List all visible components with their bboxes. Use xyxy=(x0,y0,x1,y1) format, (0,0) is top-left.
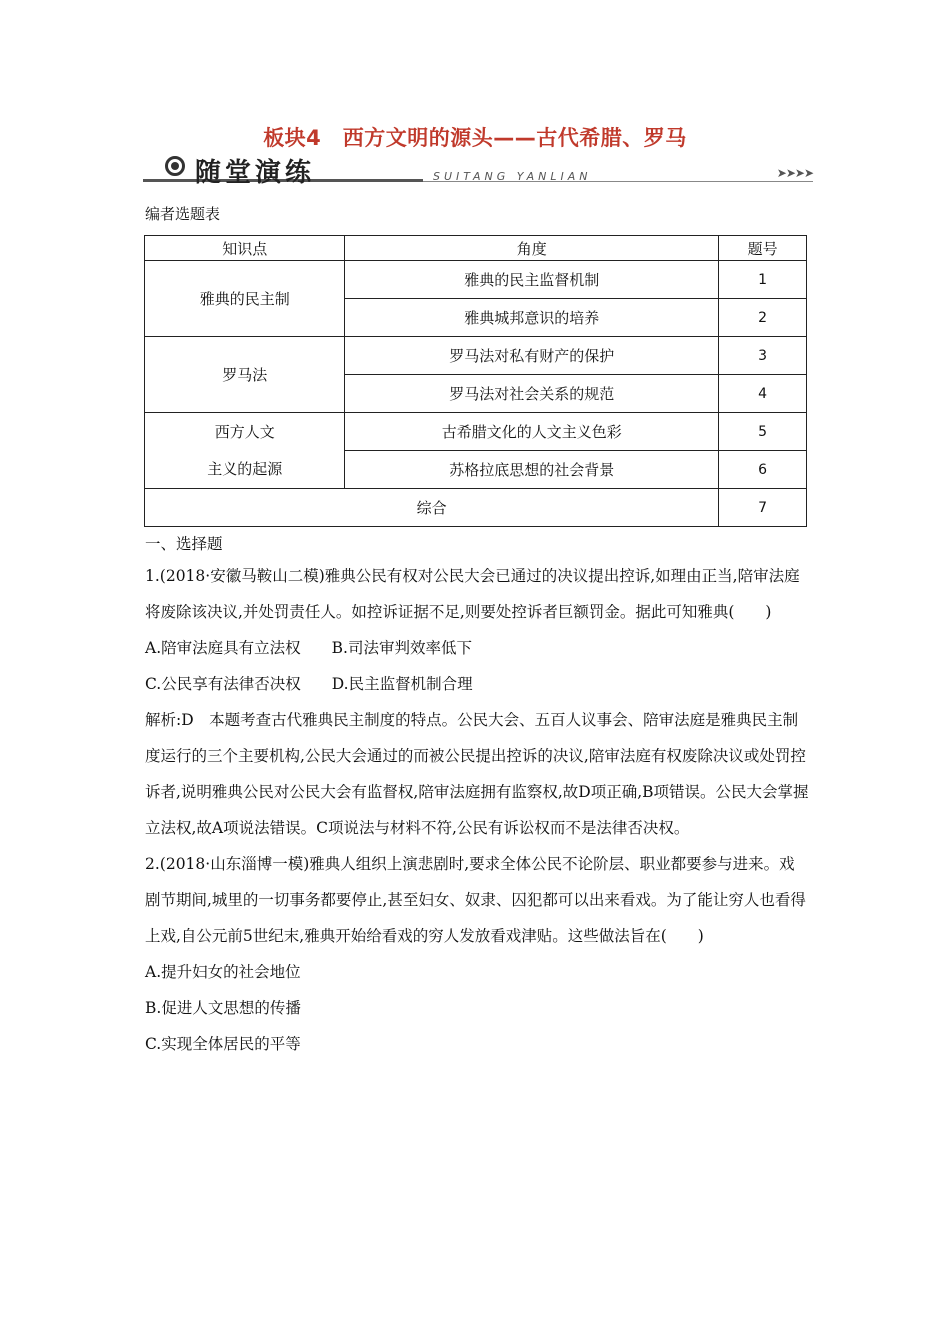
number-cell: 3 xyxy=(719,337,807,375)
number-cell: 1 xyxy=(719,261,807,299)
number-cell: 6 xyxy=(719,451,807,489)
target-icon xyxy=(165,156,185,176)
option-row xyxy=(145,666,810,702)
section-heading: 一、选择题 xyxy=(145,535,223,553)
option-a: A.陪审法庭具有立法权 xyxy=(145,639,301,657)
option-b: B.司法审判效率低下 xyxy=(331,639,472,657)
topic-cell xyxy=(145,413,345,489)
banner-title: 随堂演练 xyxy=(195,158,316,188)
number-cell: 5 xyxy=(719,413,807,451)
angle-cell: 罗马法对私有财产的保护 xyxy=(345,337,719,375)
option-a: A.提升妇女的社会地位 xyxy=(145,963,301,981)
header-angle: 角度 xyxy=(345,236,719,261)
topic-line: 西方人文 xyxy=(214,422,275,441)
option-c: C.公民享有法律否决权 xyxy=(145,675,301,693)
question-stem: 1.(2018·安徽马鞍山二模)雅典公民有权对公民大会已通过的决议提出控诉,如理由正当,陪审法庭将废除该决议,并处罚责任人。如控诉证据不足,则要处控诉者巨额罚金。据此可知雅典( ) xyxy=(145,567,800,621)
topic-cell: 罗马法 xyxy=(145,337,345,413)
number-cell: 7 xyxy=(719,489,807,527)
angle-cell: 罗马法对社会关系的规范 xyxy=(345,375,719,413)
table-row xyxy=(145,337,807,375)
table-label: 编者选题表 xyxy=(145,205,221,223)
analysis-text: 解析:D 本题考查古代雅典民主制度的特点。公民大会、五百人议事会、陪审法庭是雅典民主制度运行的三个主要机构,公民大会通过的而被公民提出控诉的决议,陪审法庭有权废除决议或处罚控诉者,说明雅典公民对公民大会有监督权,陪审法庭拥有监察权,故D项正确,B项错误。公民大会掌握立法权,故A项说法错误。C项说法与材料不符,公民有诉讼权而不是法律否决权。 xyxy=(145,711,809,837)
number-cell: 2 xyxy=(719,299,807,337)
question-content xyxy=(145,530,810,1062)
topic-table xyxy=(144,235,807,527)
angle-cell: 苏格拉底思想的社会背景 xyxy=(345,451,719,489)
header-topic: 知识点 xyxy=(145,236,345,261)
angle-cell: 雅典的民主监督机制 xyxy=(345,261,719,299)
option-b: B.促进人文思想的传播 xyxy=(145,999,301,1017)
page-title: 板块4 西方文明的源头——古代希腊、罗马 xyxy=(263,126,687,150)
arrows-icon: ➤➤➤➤ xyxy=(776,166,813,180)
table-row xyxy=(145,413,807,451)
table-header-row xyxy=(145,236,807,261)
option-row xyxy=(145,630,810,666)
topic-line: 主义的起源 xyxy=(207,459,283,478)
option-d: D.民主监督机制合理 xyxy=(331,675,473,693)
angle-cell: 古希腊文化的人文主义色彩 xyxy=(345,413,719,451)
summary-cell: 综合 xyxy=(145,489,719,527)
table-row xyxy=(145,261,807,299)
header-number: 题号 xyxy=(719,236,807,261)
question-stem: 2.(2018·山东淄博一模)雅典人组织上演悲剧时,要求全体公民不论阶层、职业都要参与进来。戏剧节期间,城里的一切事务都要停止,甚至妇女、奴隶、囚犯都可以出来看戏。为了能让穷人也看得上戏,自公元前5世纪末,雅典开始给看戏的穷人发放看戏津贴。这些做法旨在( ) xyxy=(145,855,806,945)
section-banner xyxy=(143,152,813,188)
topic-cell: 雅典的民主制 xyxy=(145,261,345,337)
number-cell: 4 xyxy=(719,375,807,413)
table-row xyxy=(145,489,807,527)
angle-cell: 雅典城邦意识的培养 xyxy=(345,299,719,337)
banner-subtitle: SUITANG YANLIAN xyxy=(433,170,592,183)
option-c: C.实现全体居民的平等 xyxy=(145,1035,301,1053)
